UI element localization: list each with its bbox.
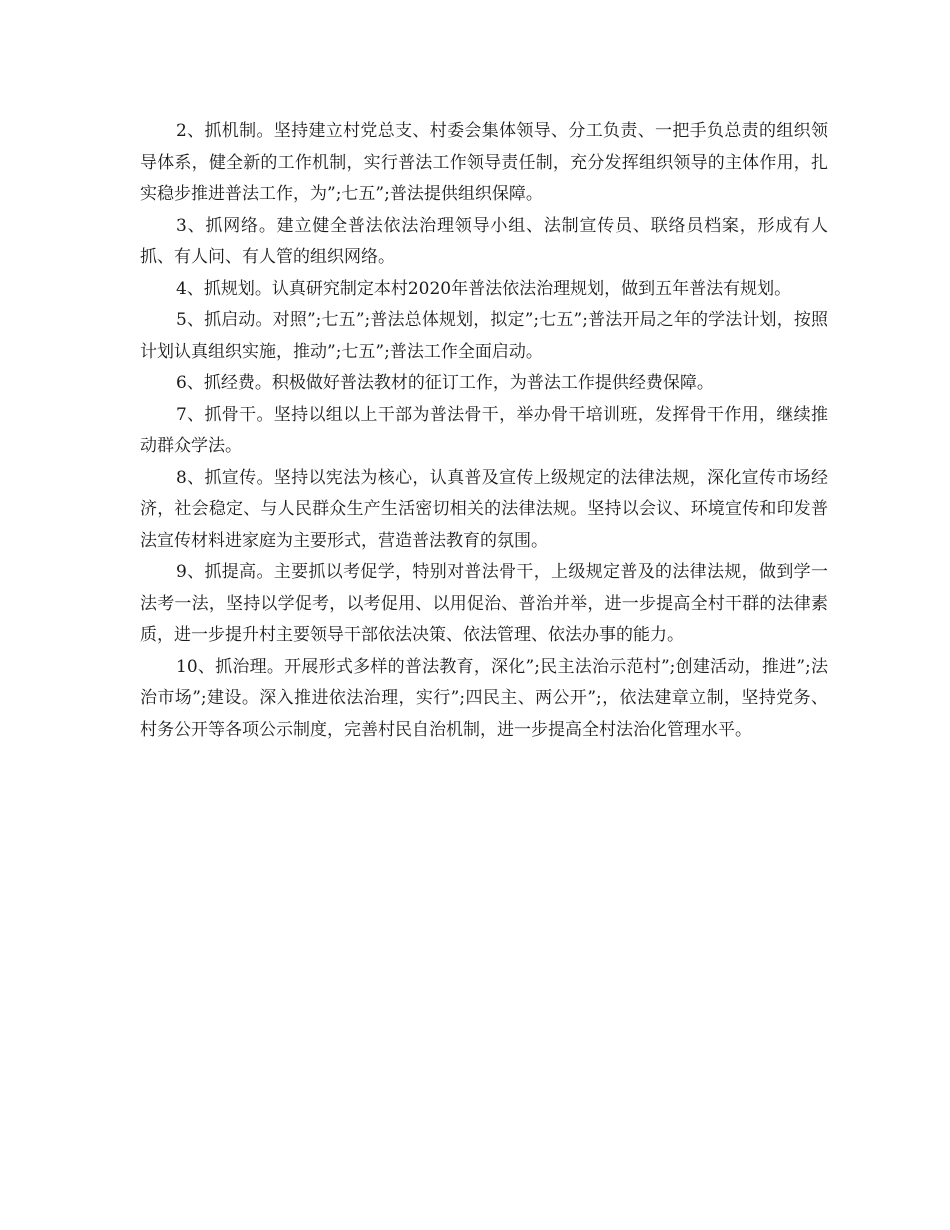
paragraph-item-8: 8、抓宣传。坚持以宪法为核心，认真普及宣传上级规定的法律法规，深化宣传市场经济，社会稳定、与人民群众生产生活密切相关的法律法规。坚持以会议、环境宣传和印发普法宣传材料进家庭为主要形式，营造普法教育的氛围。	[140, 467, 828, 551]
paragraph-item-10: 10、抓治理。开展形式多样的普法教育，深化”;民主法治示范村”;创建活动，推进”;法治市场”;建设。深入推进依法治理，实行”;四民主、两公开”;，依法建章立制，坚持党务、村务公开等各项公示制度，完善村民自治机制，进一步提高全村法治化管理水平。	[140, 656, 828, 740]
paragraph-item-2: 2、抓机制。坚持建立村党总支、村委会集体领导、分工负责、一把手负总责的组织领导体系，健全新的工作机制，实行普法工作领导责任制，充分发挥组织领导的主体作用，扎实稳步推进普法工作，为”;七五”;普法提供组织保障。	[140, 121, 828, 204]
paragraph-item-7: 7、抓骨干。坚持以组以上干部为普法骨干，举办骨干培训班，发挥骨干作用，继续推动群众学法。	[140, 404, 828, 456]
document-body	[140, 116, 828, 746]
paragraph-item-4: 4、抓规划。认真研究制定本村2020年普法依法治理规划，做到五年普法有规划。	[176, 278, 792, 299]
paragraph-item-9: 9、抓提高。主要抓以考促学，特别对普法骨干，上级规定普及的法律法规，做到学一法考一法，坚持以学促考，以考促用、以用促治、普治并举，进一步提高全村干群的法律素质，进一步提升村主要领导干部依法决策、依法管理、依法办事的能力。	[140, 562, 828, 645]
paragraph-item-6: 6、抓经费。积极做好普法教材的征订工作，为普法工作提供经费保障。	[176, 373, 714, 393]
paragraph-item-3: 3、抓网络。建立健全普法依法治理领导小组、法制宣传员、联络员档案，形成有人抓、有人问、有人管的组织网络。	[140, 215, 828, 267]
paragraph-item-5: 5、抓启动。对照”;七五”;普法总体规划，拟定”;七五”;普法开局之年的学法计划，按照计划认真组织实施，推动”;七五”;普法工作全面启动。	[140, 310, 828, 362]
